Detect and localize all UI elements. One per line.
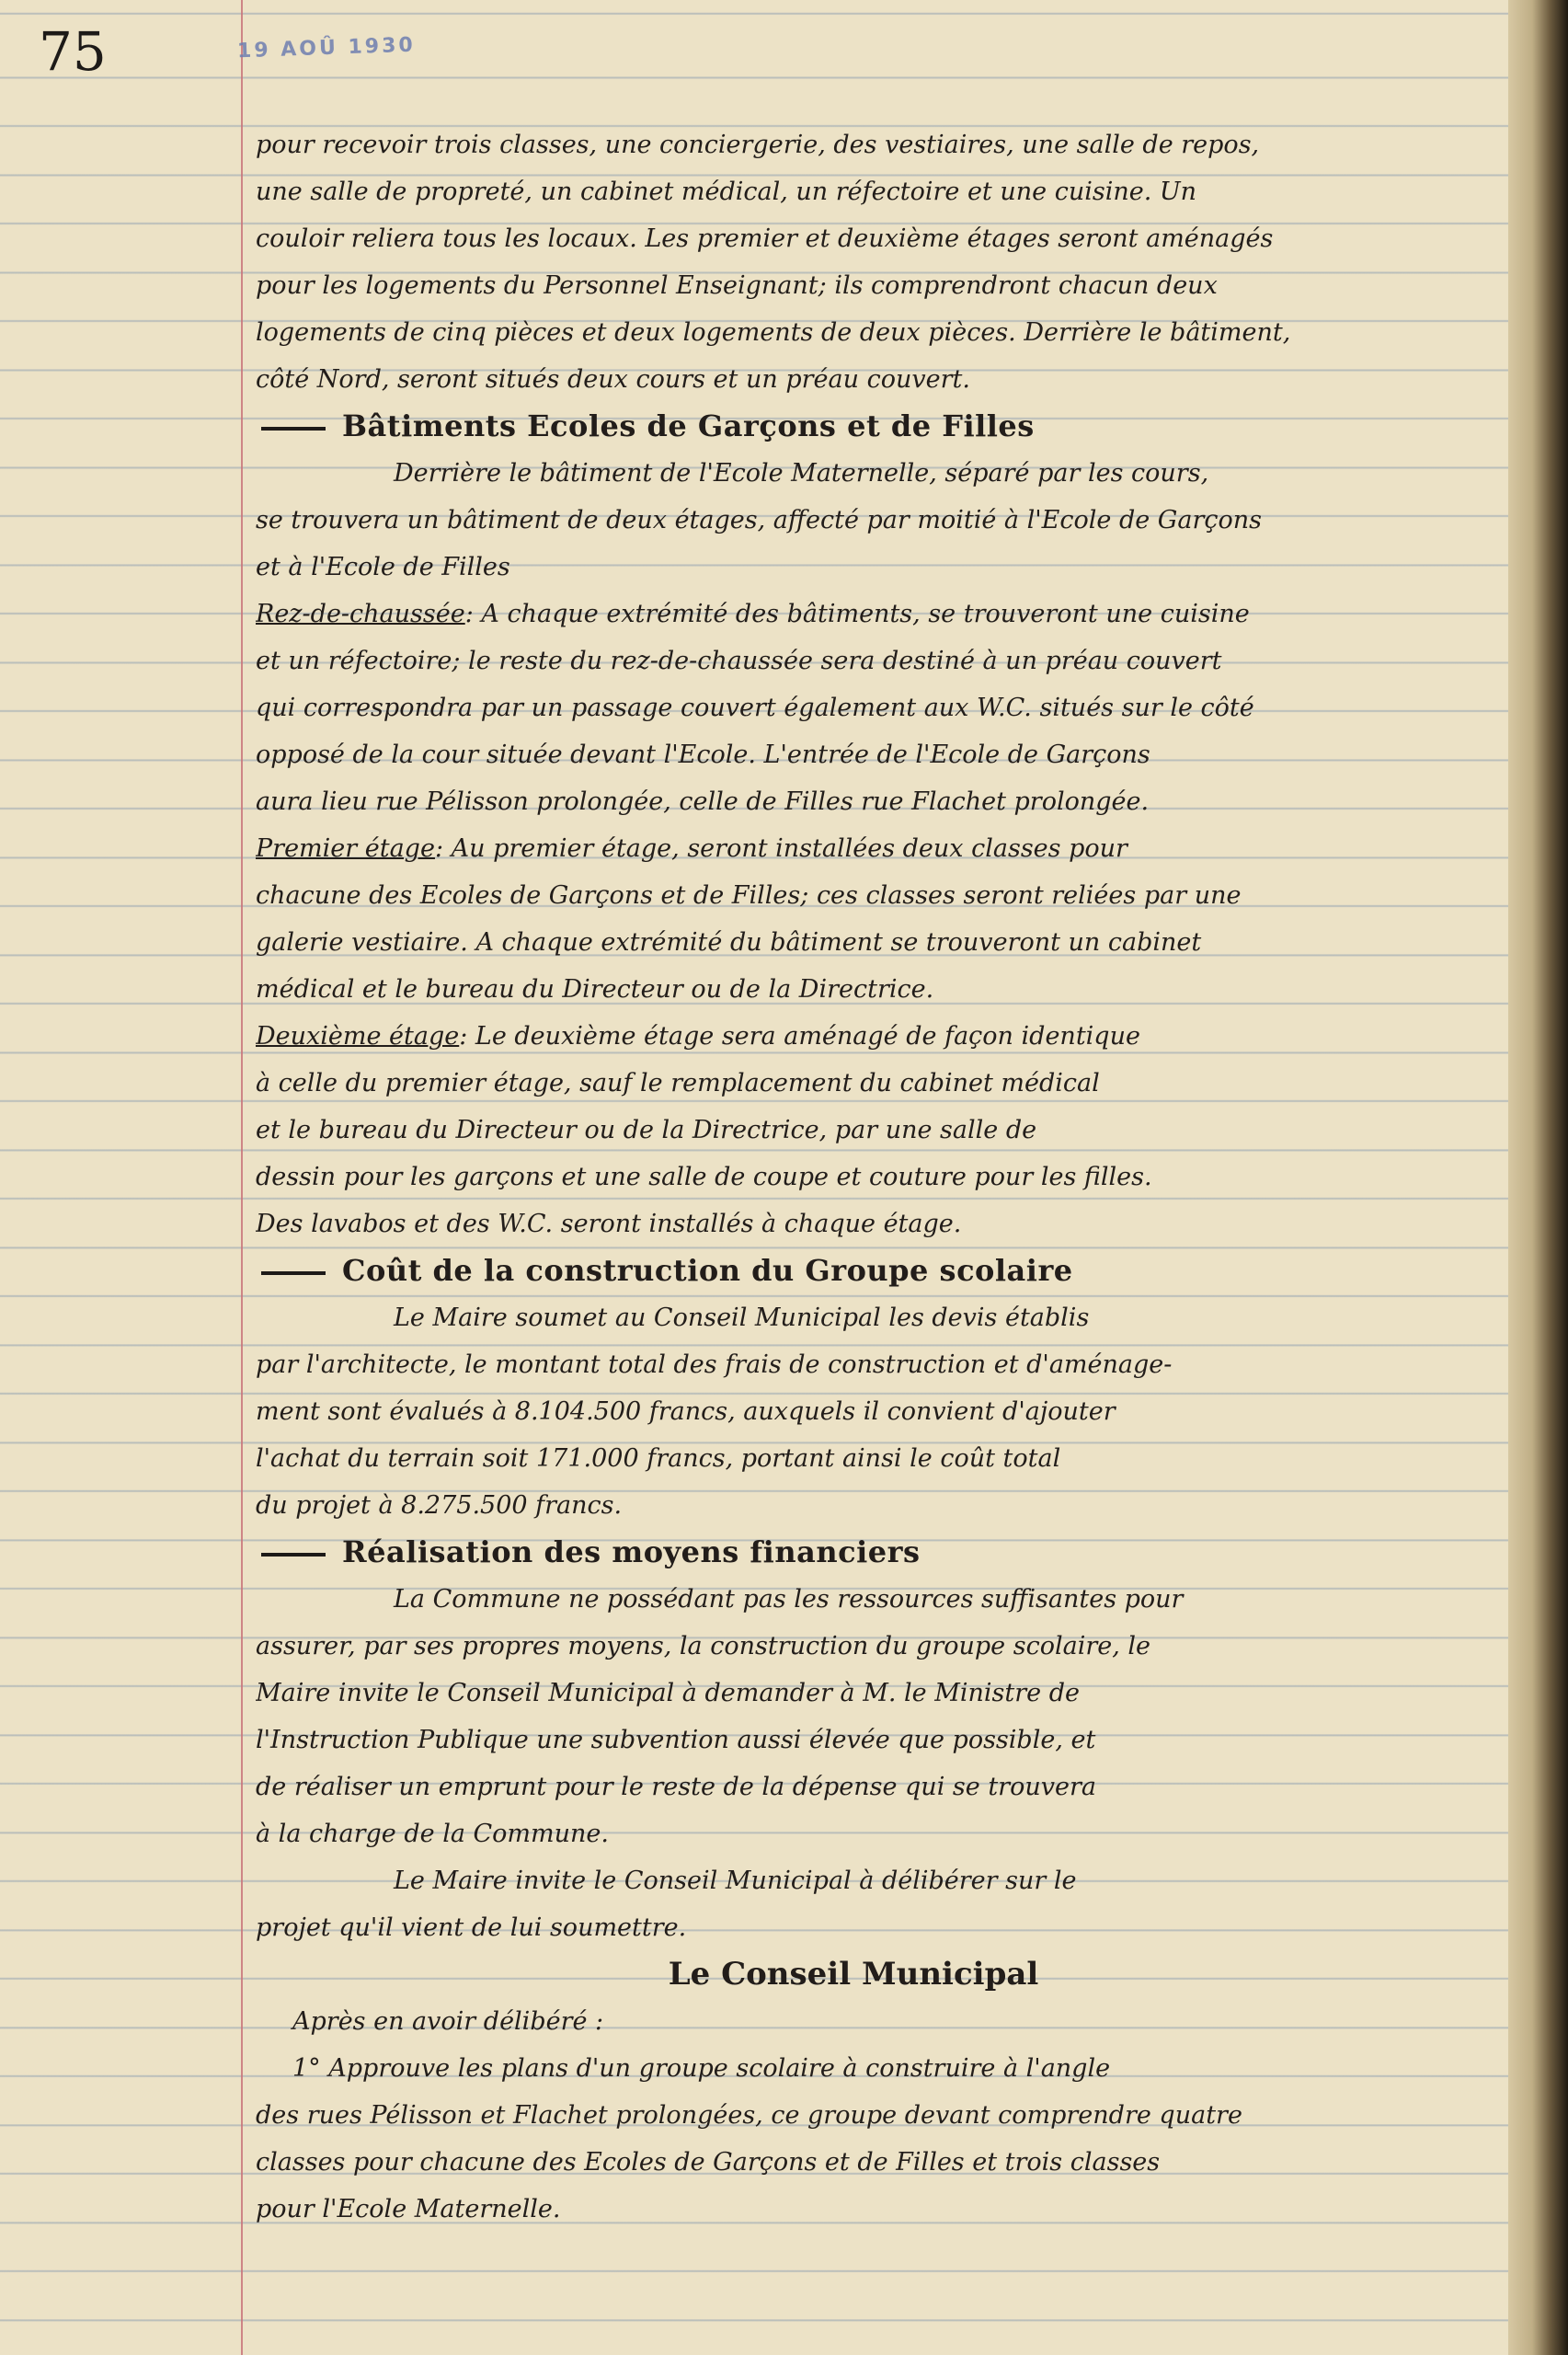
line-text: : Le deuxième étage sera aménagé de façon identique bbox=[459, 1022, 1140, 1051]
line-text: qui correspondra par un passage couvert également aux W.C. situés sur le côté bbox=[256, 694, 1254, 722]
text-line bbox=[256, 1341, 1451, 1388]
section-heading-text: Bâtiments Ecoles de Garçons et de Filles bbox=[342, 408, 1035, 443]
text-line bbox=[256, 872, 1451, 919]
text-line bbox=[256, 1717, 1451, 1763]
folio-number: 75 bbox=[39, 20, 107, 83]
line-text: aura lieu rue Pélisson prolongée, celle de Filles rue Flachet prolongée. bbox=[256, 787, 1150, 816]
line-text: du projet à 8.275.500 francs. bbox=[256, 1491, 623, 1520]
subsection-label: Deuxième étage bbox=[256, 1022, 460, 1051]
line-text: pour les logements du Personnel Enseignant; ils comprendront chacun deux bbox=[256, 271, 1218, 300]
date-stamp: 19 AOÛ 1930 bbox=[236, 33, 417, 63]
text-line bbox=[256, 2045, 1451, 2092]
line-text: ment sont évalués à 8.104.500 francs, auxquels il convient d'ajouter bbox=[256, 1397, 1116, 1426]
text-line bbox=[256, 1435, 1451, 1482]
line-text: Le Maire invite le Conseil Municipal à délibérer sur le bbox=[394, 1867, 1077, 1895]
text-line bbox=[256, 1013, 1451, 1060]
line-text: Après en avoir délibéré : bbox=[292, 2007, 604, 2036]
line-text: Le Maire soumet au Conseil Municipal les devis établis bbox=[394, 1304, 1090, 1332]
line-text: et un réfectoire; le reste du rez-de-chaussée sera destiné à un préau couvert bbox=[256, 647, 1222, 675]
subsection-label: Rez-de-chaussée bbox=[256, 600, 465, 628]
line-text: Maire invite le Conseil Municipal à demander à M. le Ministre de bbox=[256, 1679, 1080, 1707]
line-text: et le bureau du Directeur ou de la Directrice, par une salle de bbox=[256, 1116, 1037, 1144]
line-text: se trouvera un bâtiment de deux étages, affecté par moitié à l'Ecole de Garçons bbox=[256, 506, 1262, 534]
text-line bbox=[256, 1810, 1451, 1857]
text-line bbox=[256, 684, 1451, 731]
centered-heading: Le Conseil Municipal bbox=[668, 1956, 1039, 1993]
line-text: couloir reliera tous les locaux. Les premier et deuxième étages seront aménagés bbox=[256, 224, 1274, 253]
text-line bbox=[256, 215, 1451, 262]
line-text: côté Nord, seront situés deux cours et un préau couvert. bbox=[256, 365, 970, 394]
page-edge bbox=[1508, 0, 1568, 2355]
line-text: de réaliser un emprunt pour le reste de la dépense qui se trouvera bbox=[256, 1773, 1096, 1801]
text-line bbox=[256, 1576, 1451, 1623]
text-line bbox=[256, 168, 1451, 215]
line-text: dessin pour les garçons et une salle de coupe et couture pour les filles. bbox=[256, 1163, 1152, 1191]
text-line bbox=[256, 1388, 1451, 1435]
line-text: : A chaque extrémité des bâtiments, se trouveront une cuisine bbox=[464, 600, 1250, 628]
text-line bbox=[256, 2139, 1451, 2186]
text-line bbox=[256, 591, 1451, 638]
line-text: médical et le bureau du Directeur ou de la Directrice. bbox=[256, 975, 934, 1004]
text-line bbox=[256, 262, 1451, 309]
text-line bbox=[256, 356, 1451, 403]
line-text: l'achat du terrain soit 171.000 francs, portant ainsi le coût total bbox=[256, 1444, 1061, 1473]
text-line bbox=[256, 1060, 1451, 1107]
line-text: logements de cinq pièces et deux logements de deux pièces. Derrière le bâtiment, bbox=[256, 318, 1291, 347]
heading-dash bbox=[261, 1553, 326, 1557]
line-text: chacune des Ecoles de Garçons et de Filles; ces classes seront reliées par une bbox=[256, 881, 1242, 910]
section-heading-text: Coût de la construction du Groupe scolaire bbox=[342, 1253, 1073, 1288]
line-text: par l'architecte, le montant total des frais de construction et d'aménage- bbox=[256, 1350, 1173, 1379]
text-line bbox=[256, 121, 1451, 168]
line-text: des rues Pélisson et Flachet prolongées, ce groupe devant comprendre quatre bbox=[256, 2101, 1242, 2130]
section-heading bbox=[256, 403, 1451, 450]
line-text: une salle de propreté, un cabinet médical, un réfectoire et une cuisine. Un bbox=[256, 178, 1197, 206]
text-line bbox=[256, 1154, 1451, 1200]
line-text: à celle du premier étage, sauf le remplacement du cabinet médical bbox=[256, 1069, 1100, 1097]
text-line bbox=[256, 1294, 1451, 1341]
line-text: Derrière le bâtiment de l'Ecole Maternelle, séparé par les cours, bbox=[394, 459, 1209, 488]
line-text: 1° Approuve les plans d'un groupe scolaire à construire à l'angle bbox=[292, 2054, 1111, 2083]
text-line bbox=[256, 1623, 1451, 1670]
text-line bbox=[256, 1482, 1451, 1529]
line-text: l'Instruction Publique une subvention aussi élevée que possible, et bbox=[256, 1726, 1096, 1754]
line-text: assurer, par ses propres moyens, la construction du groupe scolaire, le bbox=[256, 1632, 1151, 1660]
text-line bbox=[256, 1763, 1451, 1810]
line-text: La Commune ne possédant pas les ressources suffisantes pour bbox=[394, 1585, 1184, 1614]
text-line bbox=[256, 825, 1451, 872]
subsection-label: Premier étage bbox=[256, 834, 435, 863]
section-heading bbox=[256, 1247, 1451, 1294]
line-text: et à l'Ecole de Filles bbox=[256, 553, 510, 581]
line-text: classes pour chacune des Ecoles de Garçons et de Filles et trois classes bbox=[256, 2148, 1161, 2177]
line-text: à la charge de la Commune. bbox=[256, 1820, 609, 1848]
handwritten-text bbox=[256, 121, 1451, 2233]
text-line bbox=[256, 1107, 1451, 1154]
line-text: : Au premier étage, seront installées deux classes pour bbox=[434, 834, 1127, 863]
text-line bbox=[256, 919, 1451, 966]
line-text: galerie vestiaire. A chaque extrémité du bâtiment se trouveront un cabinet bbox=[256, 928, 1202, 957]
text-line bbox=[256, 2186, 1451, 2233]
section-heading-text: Réalisation des moyens financiers bbox=[342, 1534, 921, 1569]
text-line bbox=[256, 966, 1451, 1013]
text-line bbox=[256, 309, 1451, 356]
heading-dash bbox=[261, 427, 326, 431]
section-heading bbox=[256, 1529, 1451, 1576]
line-text: projet qu'il vient de lui soumettre. bbox=[256, 1913, 687, 1942]
line-text: pour recevoir trois classes, une conciergerie, des vestiaires, une salle de repos, bbox=[256, 131, 1260, 159]
text-line bbox=[256, 1670, 1451, 1717]
text-line bbox=[256, 450, 1451, 497]
line-text: opposé de la cour située devant l'Ecole. L'entrée de l'Ecole de Garçons bbox=[256, 741, 1150, 769]
line-text: Des lavabos et des W.C. seront installés à chaque étage. bbox=[256, 1210, 962, 1238]
text-line bbox=[256, 1904, 1451, 1951]
text-line bbox=[256, 2092, 1451, 2139]
text-line bbox=[256, 638, 1451, 684]
line-text: pour l'Ecole Maternelle. bbox=[256, 2195, 561, 2223]
heading-dash bbox=[261, 1271, 326, 1275]
text-line bbox=[256, 1998, 1451, 2045]
margin-rule bbox=[241, 0, 243, 2355]
text-line bbox=[256, 497, 1451, 544]
text-line bbox=[256, 544, 1451, 591]
text-line bbox=[256, 731, 1451, 778]
text-line bbox=[256, 1200, 1451, 1247]
text-line bbox=[256, 778, 1451, 825]
text-line bbox=[256, 1857, 1451, 1904]
